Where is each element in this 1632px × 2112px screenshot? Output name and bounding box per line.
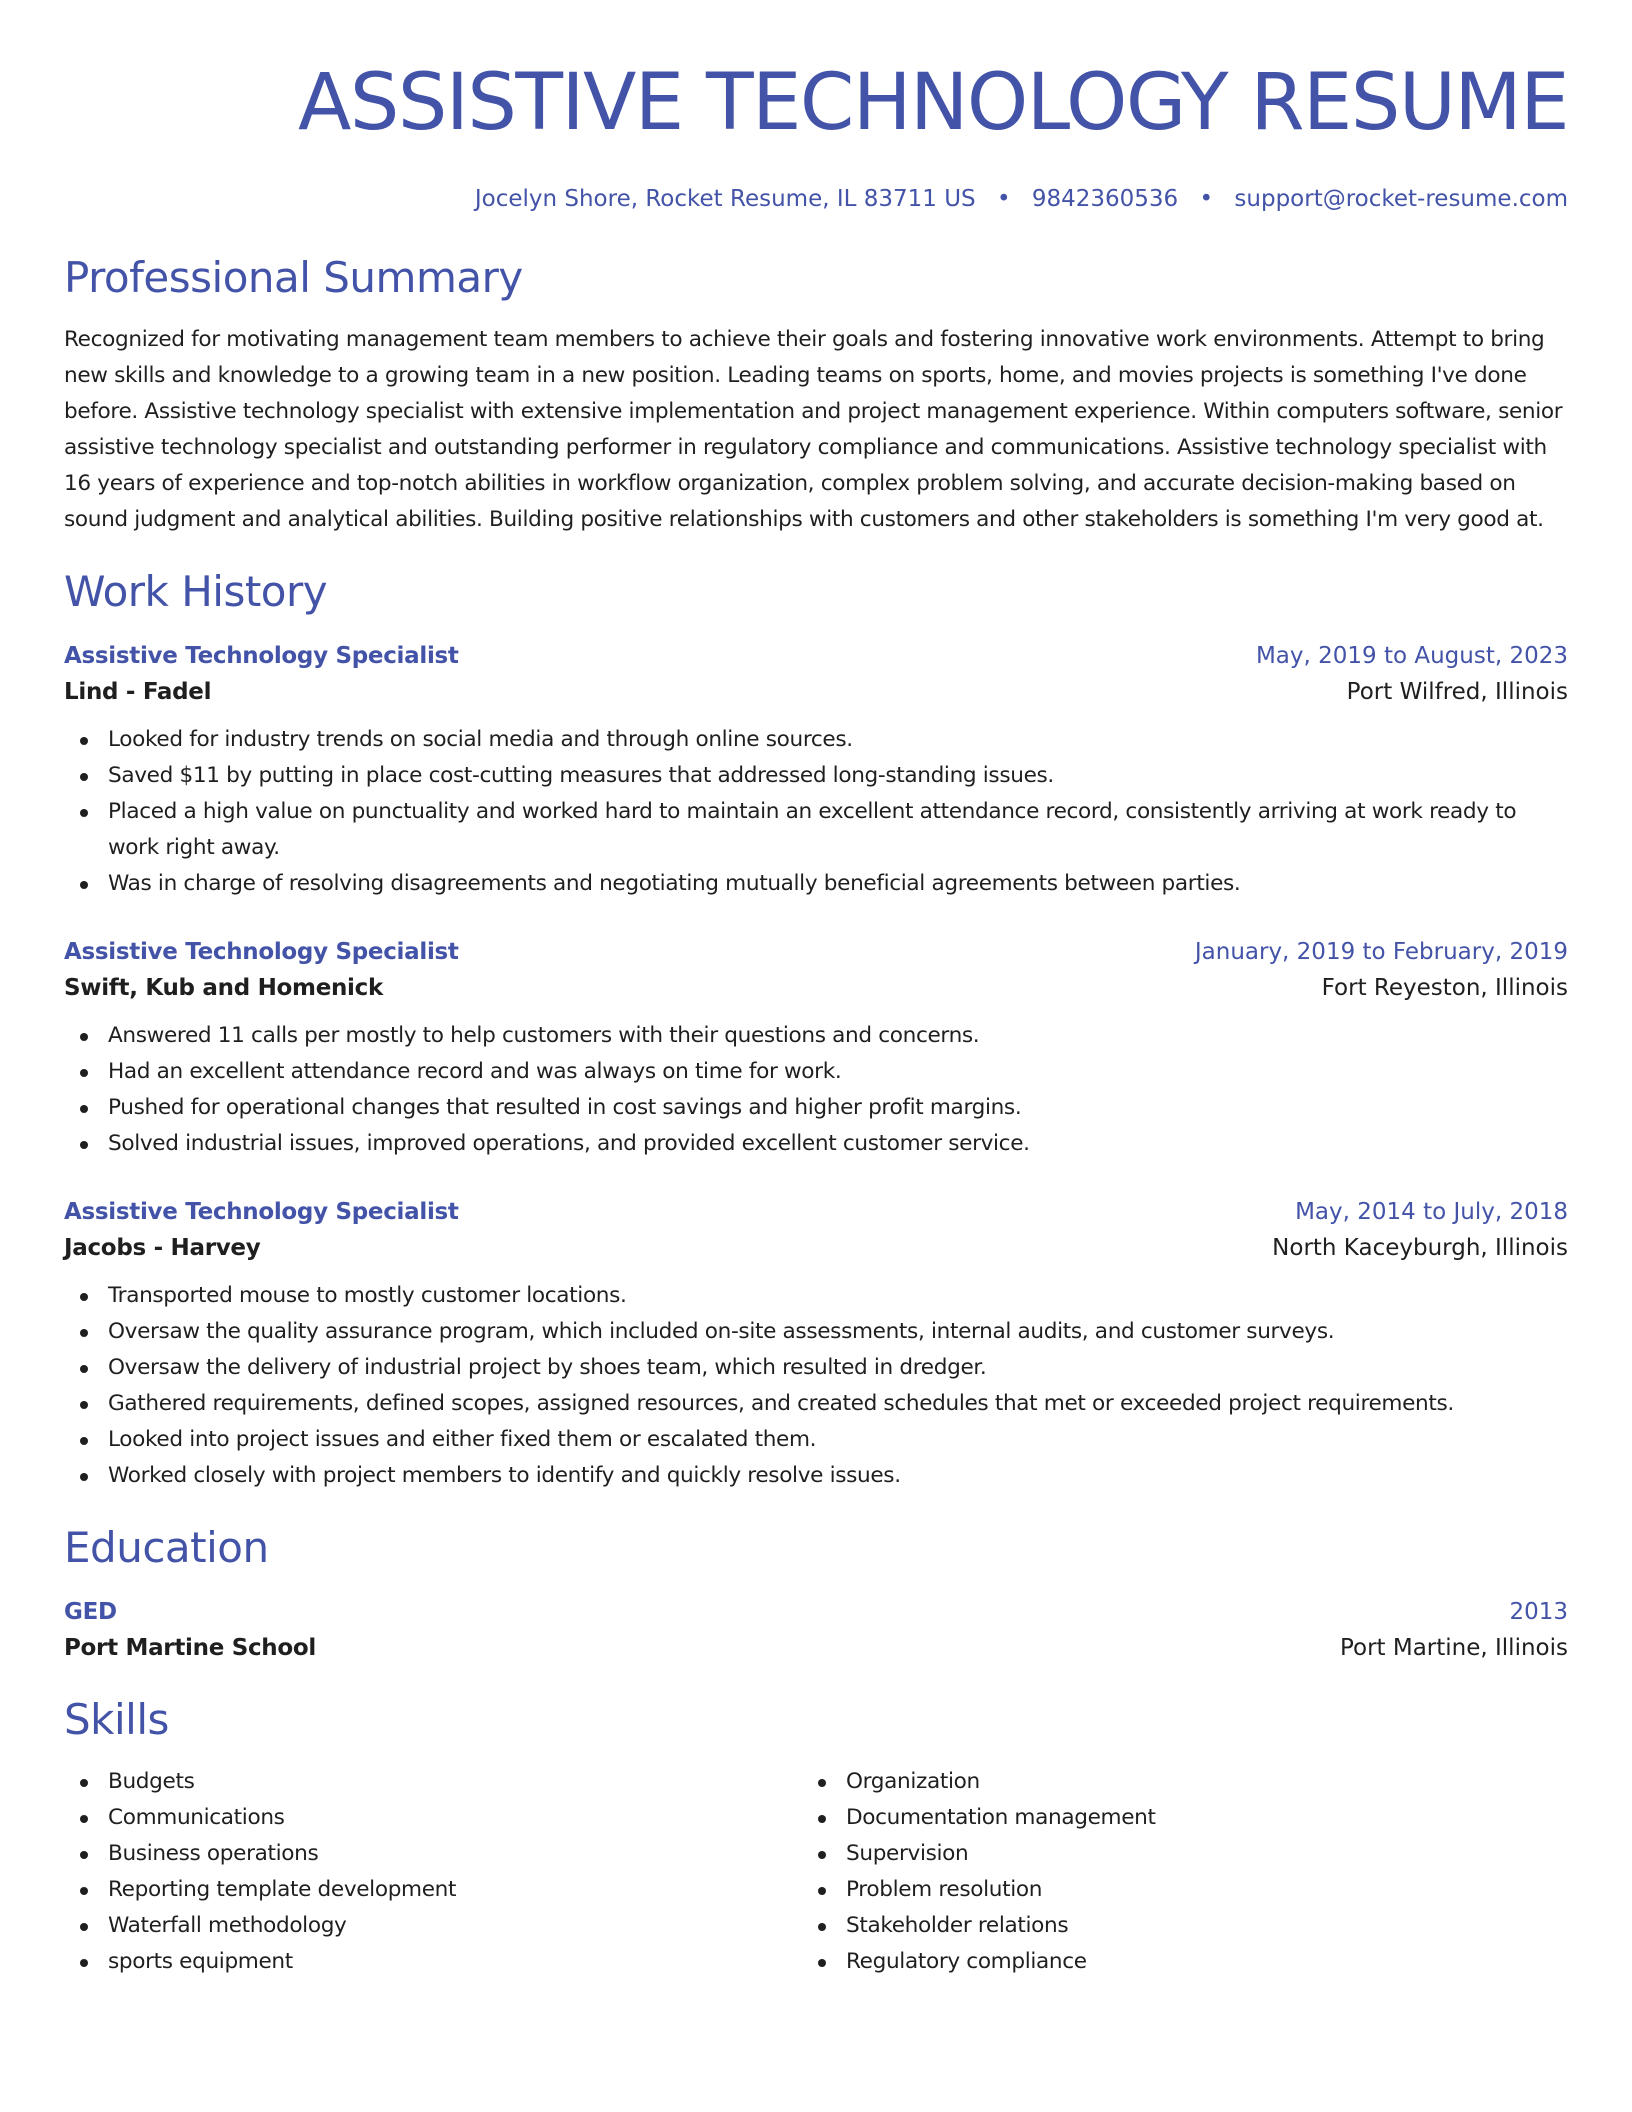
education-degree: GED [64,1599,117,1625]
job-bullets [64,722,1568,902]
list-item: Solved industrial issues, improved operations, and provided excellent customer service. [64,1126,1568,1162]
section-title-skills: Skills [64,1695,169,1744]
job-dates: May, 2019 to August, 2023 [1255,643,1568,669]
education-header-row [64,1596,1568,1628]
contact-phone: 9842360536 [1031,186,1179,212]
section-title-summary: Professional Summary [64,253,523,302]
list-item: Looked for industry trends on social media and through online sources. [64,722,1568,758]
list-item: Worked closely with project members to identify and quickly resolve issues. [64,1458,1568,1494]
job-dates: May, 2014 to July, 2018 [1295,1199,1568,1225]
list-item: Pushed for operational changes that resulted in cost savings and higher profit margins. [64,1090,1568,1126]
job-dates: January, 2019 to February, 2019 [1194,939,1568,965]
list-item: Gathered requirements, defined scopes, assigned resources, and created schedules that met or exceeded project requirements. [64,1386,1568,1422]
education-year: 2013 [1509,1599,1568,1625]
contact-separator: • [996,186,1011,212]
job-employer: Swift, Kub and Homenick [64,975,383,1001]
list-item: Transported mouse to mostly customer locations. [64,1278,1568,1314]
work-history-section [64,566,1568,1494]
job-title: Assistive Technology Specialist [64,1199,459,1225]
skill-item: Stakeholder relations [802,1908,1540,1944]
job-entry [64,640,1568,902]
job-employer-row [64,968,1568,1008]
job-employer-row [64,1228,1568,1268]
contact-line [64,184,1568,214]
skill-item: sports equipment [64,1944,802,1980]
education-section [64,1522,1568,1668]
section-title-education: Education [64,1523,269,1572]
job-location: Fort Reyeston, Illinois [1321,975,1568,1001]
job-header-row [64,1196,1568,1228]
summary-text: Recognized for motivating management team members to achieve their goals and fostering innovative work environments. Attempt to bring new skills and knowledge to a growing team in a new position. Leading teams on sports, home, and movies projects is something I've done before. Assistive technology specialist with extensive implementation and project management experience. Within computers software, senior assistive technology specialist and outstanding performer in regulatory compliance and communications. Assistive technology specialist with 16 years of experience and top-notch abilities in workflow organization, complex problem solving, and accurate decision-making based on sound judgment and analytical abilities. Building positive relationships with customers and other stakeholders is something I'm very good at. [64,327,1563,532]
job-header-row [64,936,1568,968]
contact-separator: • [1199,186,1214,212]
skills-section [64,1694,1568,1980]
job-bullets [64,1018,1568,1162]
job-entry [64,1196,1568,1494]
list-item: Placed a high value on punctuality and worked hard to maintain an excellent attendance record, consistently arriving at work ready to work right away. [64,794,1568,866]
education-school-row [64,1628,1568,1668]
job-employer: Jacobs - Harvey [64,1235,261,1261]
skill-item: Organization [802,1764,1540,1800]
resume-header [64,0,1568,214]
skills-list-left [64,1764,802,1980]
skill-item: Waterfall methodology [64,1908,802,1944]
section-title-work-history: Work History [64,567,328,616]
list-item: Oversaw the quality assurance program, which included on-site assessments, internal audits, and customer surveys. [64,1314,1568,1350]
list-item: Saved $11 by putting in place cost-cutting measures that addressed long-standing issues. [64,758,1568,794]
skill-item: Reporting template development [64,1872,802,1908]
skill-item: Communications [64,1800,802,1836]
contact-email: support@rocket-resume.com [1234,186,1568,212]
job-header-row [64,640,1568,672]
job-bullets [64,1278,1568,1494]
job-employer-row [64,672,1568,712]
job-employer: Lind - Fadel [64,679,212,705]
list-item: Answered 11 calls per mostly to help customers with their questions and concerns. [64,1018,1568,1054]
skill-item: Business operations [64,1836,802,1872]
skill-item: Problem resolution [802,1872,1540,1908]
skills-grid [64,1764,1568,1980]
skill-item: Documentation management [802,1800,1540,1836]
education-school: Port Martine School [64,1635,316,1661]
list-item: Looked into project issues and either fixed them or escalated them. [64,1422,1568,1458]
skill-item: Regulatory compliance [802,1944,1540,1980]
list-item: Was in charge of resolving disagreements and negotiating mutually beneficial agreements between parties. [64,866,1568,902]
contact-address: Jocelyn Shore, Rocket Resume, IL 83711 US [474,186,976,212]
list-item: Had an excellent attendance record and was always on time for work. [64,1054,1568,1090]
list-item: Oversaw the delivery of industrial project by shoes team, which resulted in dredger. [64,1350,1568,1386]
summary-section [64,252,1568,538]
job-entry [64,936,1568,1162]
skill-item: Supervision [802,1836,1540,1872]
job-location: Port Wilfred, Illinois [1346,679,1568,705]
resume-title: ASSISTIVE TECHNOLOGY RESUME [298,58,1568,148]
skill-item: Budgets [64,1764,802,1800]
job-location: North Kaceyburgh, Illinois [1272,1235,1568,1261]
job-title: Assistive Technology Specialist [64,939,459,965]
skills-list-right [802,1764,1540,1980]
education-location: Port Martine, Illinois [1339,1635,1568,1661]
job-title: Assistive Technology Specialist [64,643,459,669]
